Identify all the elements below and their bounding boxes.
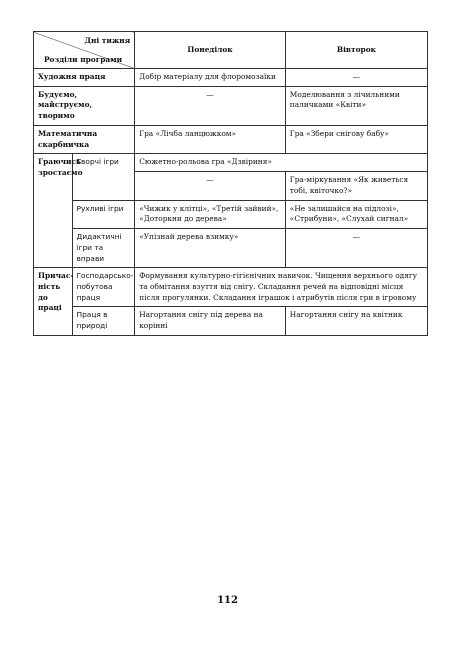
page-number: 112 [217,595,238,606]
tuesday-header: Вівторок [285,32,427,69]
diagonal-header-cell [34,32,135,69]
cell-art-monday: Добір матеріалу для флоромозаїки [135,69,286,87]
table-row [34,229,428,268]
subsection-creative-games: Творчі ігри [72,154,135,200]
header-row [34,32,428,69]
table-row [34,125,428,153]
section-play: Граючись зростаємо [34,154,73,268]
subsection-active-games: Рухливі ігри [72,200,135,228]
weekly-plan-table [33,31,428,336]
table-row [34,268,428,307]
subsection-household-work: Господарсько-побутова праця [72,268,135,307]
program-sections-label: Розділи програми [44,55,123,65]
table-row [34,86,428,125]
cell-nature-monday: Нагортання снігу під дерева на корінні [135,307,286,335]
cell-nature-tuesday: Нагортання снігу на квітник [285,307,427,335]
section-math: Математична скарбничка [34,125,135,153]
table-row [34,154,428,172]
cell-didactic-monday: «Упізнай дерева взимку» [135,229,286,268]
cell-build-monday: — [135,86,286,125]
cell-active-monday: «Чижик у клітці», «Третій зайвий», «Доторкни до дерева» [135,200,286,228]
monday-header: Понеділок [135,32,286,69]
cell-household-text: Формування культурно-гігієнічних навичок. Чищення верхнього одягу та обмітання взуття від снігу. Складання речей на відповідні місця після прогулянки. Складання іграшок і атрибутів після гри в ігровому [135,268,428,307]
section-build: Будуємо, майструємо, творимо [34,86,135,125]
table-row [34,69,428,87]
cell-math-monday: Гра «Лічба ланцюжком» [135,125,286,153]
days-of-week-label: Дні тижня [84,36,131,45]
cell-creative-tuesday-2: Гра-міркування «Як живеться тобі, квіточко?» [285,172,427,200]
cell-build-tuesday: Моделювання з лічильними паличками «Квіти» [285,86,427,125]
table-row [34,307,428,335]
table-row [34,200,428,228]
cell-active-tuesday: «Не залишайся на підлозі», «Стрибуни», «Слухай сигнал» [285,200,427,228]
section-work: Причасність до праці [34,268,73,336]
cell-creative-roleplay: Сюжетно-рольова гра «Дзвіриня» [135,154,428,172]
subsection-didactic-games: Дидактичні ігри та вправи [72,229,135,268]
cell-math-tuesday: Гра «Збери снігову бабу» [285,125,427,153]
cell-art-tuesday: — [285,69,427,87]
subsection-nature-work: Праця в природі [72,307,135,335]
section-art: Художня праця [34,69,135,87]
cell-didactic-tuesday: — [285,229,427,268]
cell-creative-monday-2: — [135,172,286,200]
